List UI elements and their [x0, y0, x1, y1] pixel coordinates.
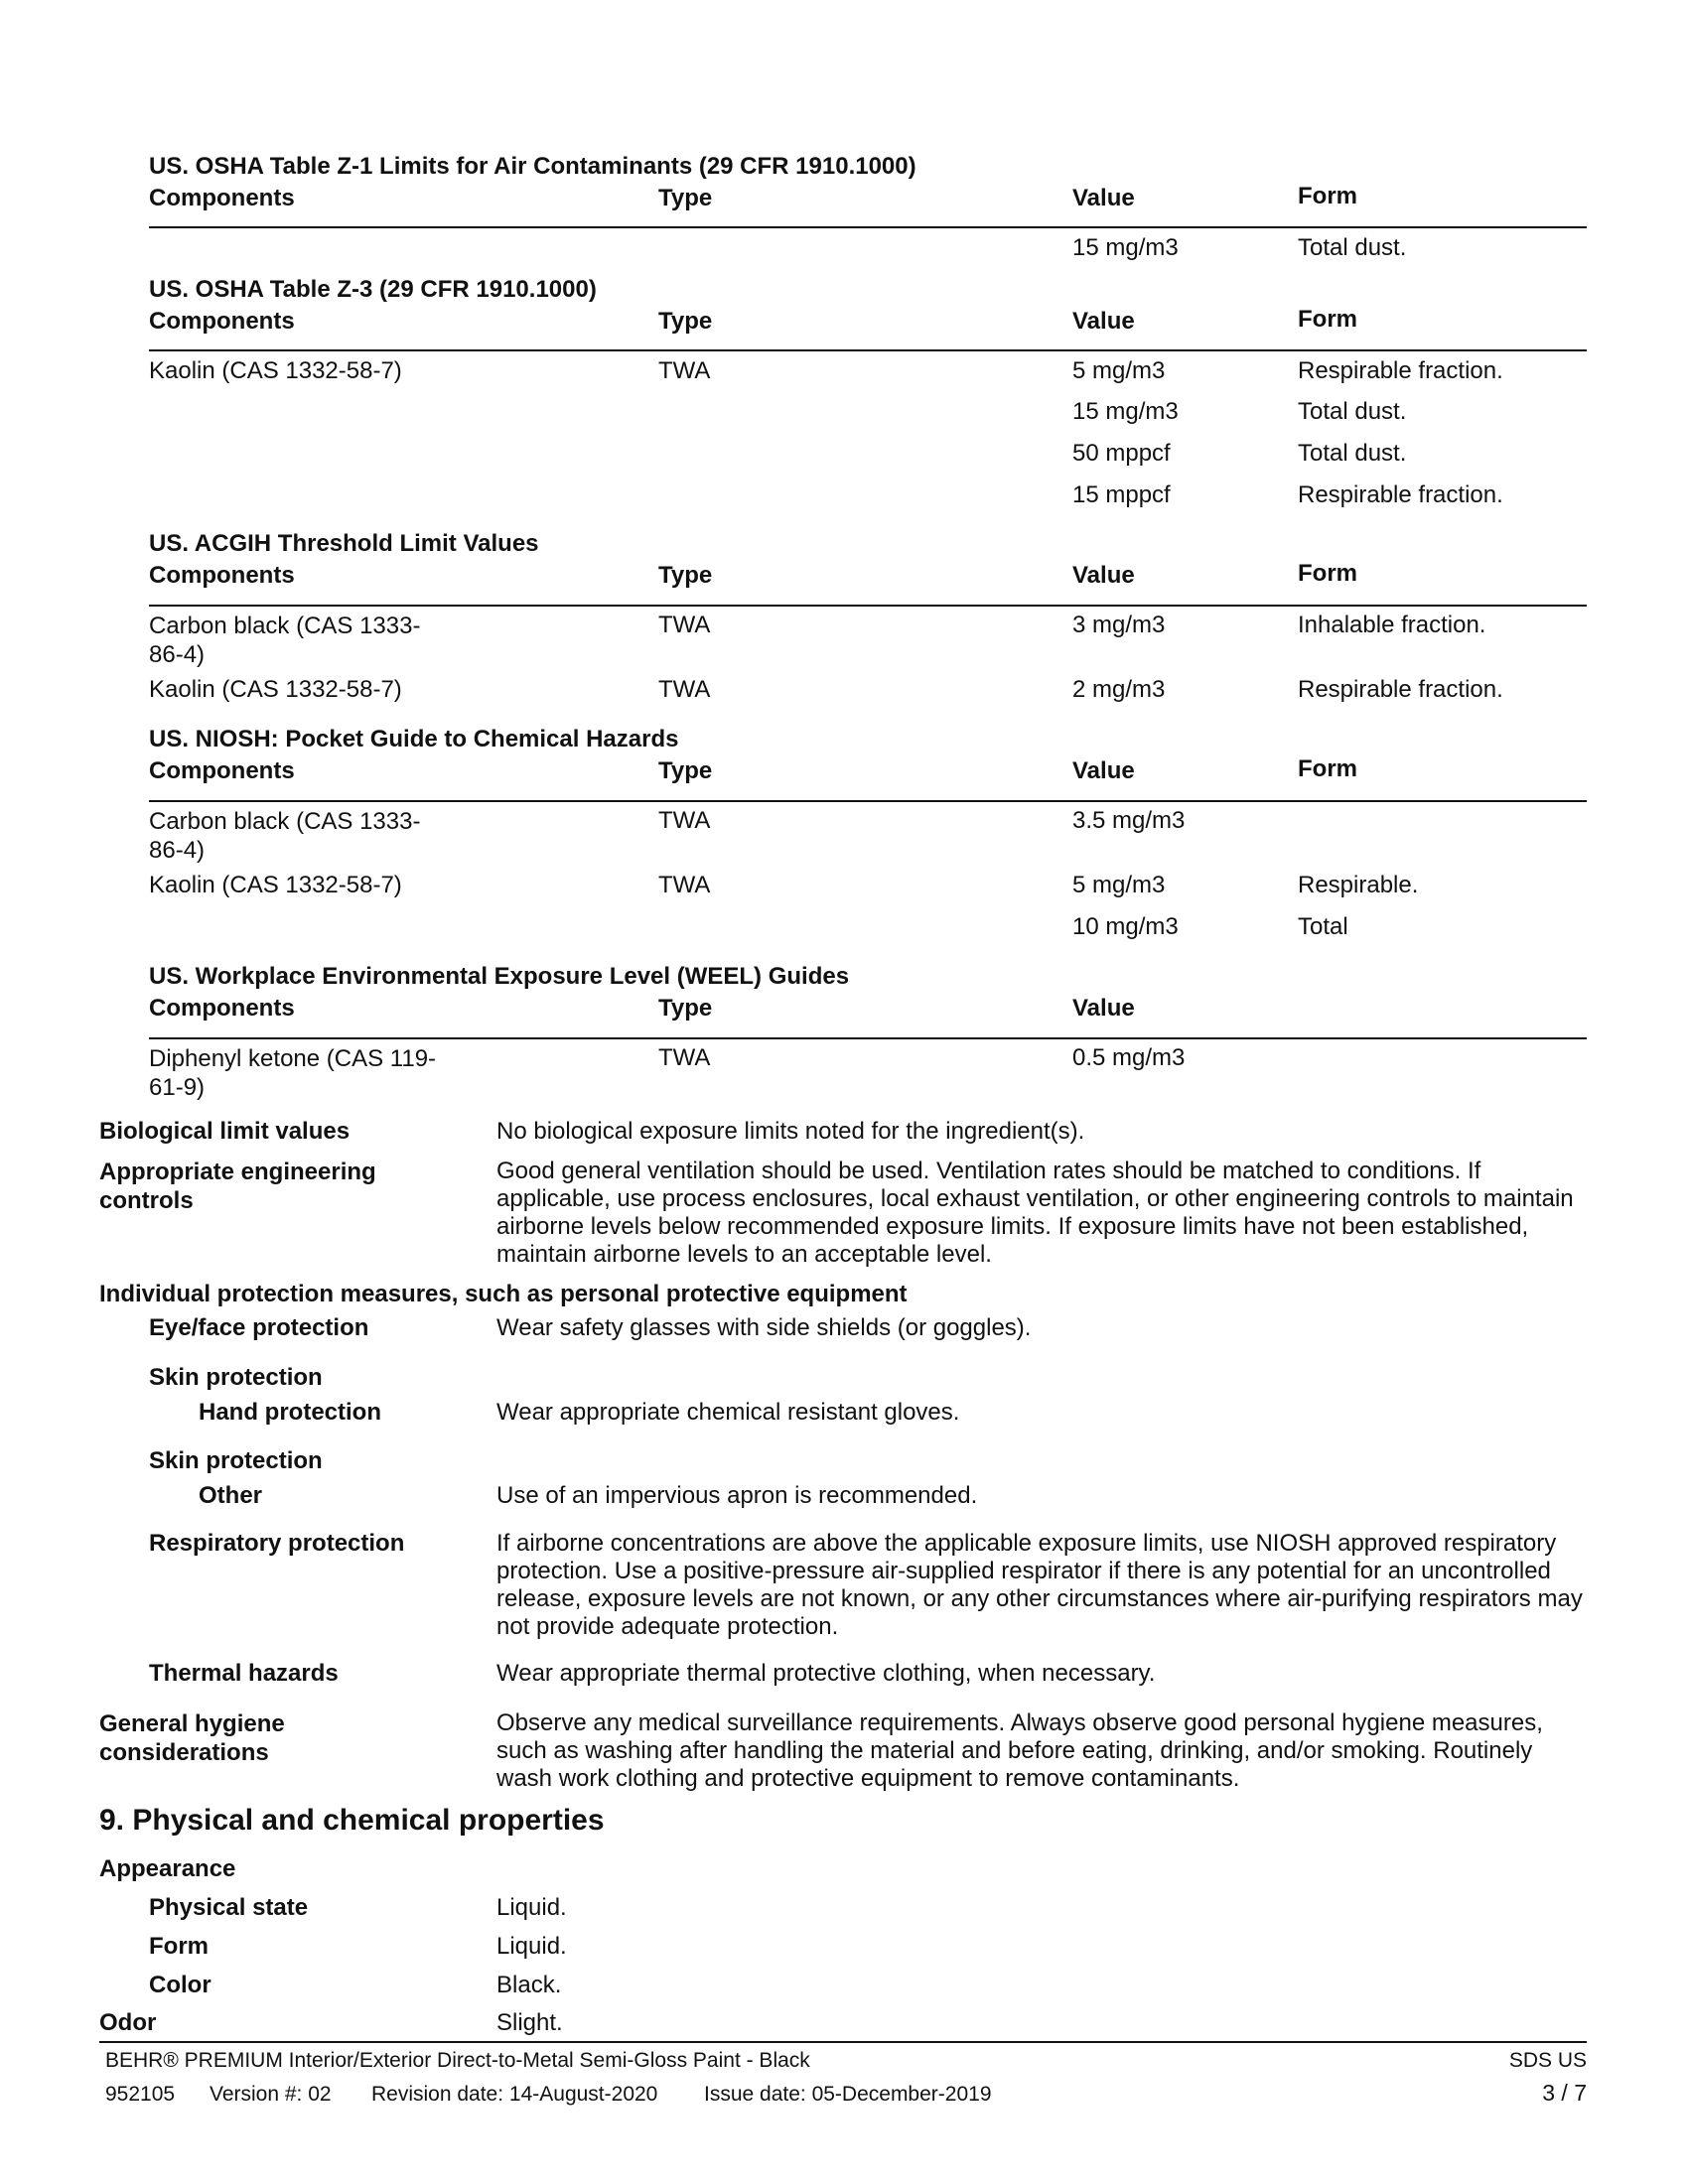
footer-revision-date: Revision date: 14-August-2020: [371, 2083, 658, 2106]
table-row-component: Kaolin (CAS 1332-58-7): [149, 676, 402, 703]
table-weel-header-value: Value: [1072, 995, 1135, 1022]
engineering-label: Appropriate engineering controls: [99, 1159, 376, 1214]
table-z1-header-value: Value: [1072, 185, 1135, 211]
table-niosh-header-rule: [149, 800, 1587, 802]
table-z1-header-rule: [149, 226, 1587, 228]
footer-issue-date: Issue date: 05-December-2019: [704, 2083, 992, 2106]
table-row-value: 10 mg/m3: [1072, 913, 1179, 940]
table-row-form: Total: [1298, 913, 1348, 940]
footer-rule: [99, 2041, 1587, 2043]
table-row-value: 5 mg/m3: [1072, 357, 1166, 384]
hygiene-label: General hygiene considerations: [99, 1710, 285, 1766]
table-z1-header-type: Type: [658, 185, 713, 211]
table-z3-header-type: Type: [658, 308, 713, 335]
table-niosh-header-type: Type: [658, 757, 713, 784]
skin-protection-label: Skin protection: [149, 1447, 323, 1474]
table-row-form: Total dust.: [1298, 398, 1407, 425]
table-acgih-header-rule: [149, 605, 1587, 607]
table-weel-header-rule: [149, 1037, 1587, 1039]
table-row-component: Diphenyl ketone (CAS 119-61-9): [149, 1045, 437, 1101]
form-value: Liquid.: [496, 1933, 567, 1960]
table-row-form: Total dust.: [1298, 234, 1407, 261]
table-acgih-header-value: Value: [1072, 562, 1135, 589]
table-row-form: Respirable.: [1298, 872, 1419, 898]
thermal-hazards-text: Wear appropriate thermal protective clothing, when necessary.: [496, 1660, 1156, 1687]
color-label: Color: [149, 1972, 211, 1998]
table-z3-header-value: Value: [1072, 308, 1135, 335]
table-z3-header-form: Form: [1298, 306, 1357, 333]
table-row-type: TWA: [658, 872, 711, 898]
odor-label: Odor: [99, 2009, 157, 2036]
respiratory-protection-label: Respiratory protection: [149, 1530, 405, 1557]
table-row-type: TWA: [658, 357, 711, 384]
table-row-value: 3 mg/m3: [1072, 612, 1166, 638]
table-row-value: 15 mg/m3: [1072, 234, 1179, 261]
table-z1-title: US. OSHA Table Z-1 Limits for Air Contaminants (29 CFR 1910.1000): [149, 153, 916, 180]
table-z3-header-rule: [149, 349, 1587, 351]
footer-id: 952105: [105, 2083, 176, 2106]
eye-protection-text: Wear safety glasses with side shields (or goggles).: [496, 1314, 1032, 1341]
table-weel-title: US. Workplace Environmental Exposure Level (WEEL) Guides: [149, 963, 850, 990]
table-row-component: Carbon black (CAS 1333-86-4): [149, 613, 421, 668]
thermal-hazards-label: Thermal hazards: [149, 1660, 339, 1687]
footer-page-number: 3 / 7: [1542, 2080, 1587, 2106]
engineering-text: Good general ventilation should be used. Ventilation rates should be matched to conditions. If applicable, use process enclosures, local exhaust ventilation, or other engineering controls to maintain airborne levels below recommended exposure limits. If exposure limits have not been established, maintain airborne levels to an acceptable level.: [496, 1158, 1574, 1268]
hand-protection-text: Wear appropriate chemical resistant gloves.: [496, 1399, 960, 1426]
table-acgih-header-type: Type: [658, 562, 713, 589]
table-row-value: 15 mppcf: [1072, 481, 1171, 508]
table-row-form: Respirable fraction.: [1298, 357, 1503, 384]
respiratory-protection-text: If airborne concentrations are above the applicable exposure limits, use NIOSH approved respiratory protection. Use a positive-pressure air-supplied respirator if there is any potential for an uncontrolled release, exposure levels are not known, or any other circumstances where air-purifying respirators may not provide adequate protection.: [496, 1530, 1583, 1640]
ppe-heading: Individual protection measures, such as personal protective equipment: [99, 1281, 908, 1307]
hand-protection-label: Hand protection: [199, 1399, 381, 1426]
footer-product: BEHR® PREMIUM Interior/Exterior Direct-to-Metal Semi-Gloss Paint - Black: [105, 2049, 810, 2072]
table-weel-header-type: Type: [658, 995, 713, 1022]
odor-value: Slight.: [496, 2009, 563, 2036]
table-row-type: TWA: [658, 1044, 711, 1071]
table-row-value: 0.5 mg/m3: [1072, 1044, 1186, 1071]
physical-state-value: Liquid.: [496, 1894, 567, 1921]
table-row-value: 3.5 mg/m3: [1072, 807, 1186, 834]
table-row-type: TWA: [658, 807, 711, 834]
table-row-value: 15 mg/m3: [1072, 398, 1179, 425]
table-row-form: Respirable fraction.: [1298, 676, 1503, 703]
form-label: Form: [149, 1933, 209, 1960]
table-row-form: Respirable fraction.: [1298, 481, 1503, 508]
table-z1-header-form: Form: [1298, 183, 1357, 209]
table-row-value: 5 mg/m3: [1072, 872, 1166, 898]
table-row-form: Inhalable fraction.: [1298, 612, 1486, 638]
table-acgih-title: US. ACGIH Threshold Limit Values: [149, 530, 539, 557]
other-protection-text: Use of an impervious apron is recommended.: [496, 1482, 978, 1509]
table-row-component: Kaolin (CAS 1332-58-7): [149, 357, 402, 384]
footer-version: Version #: 02: [210, 2083, 332, 2106]
skin-protection-label: Skin protection: [149, 1364, 323, 1391]
table-z3-header-components: Components: [149, 308, 295, 335]
biological-text: No biological exposure limits noted for the ingredient(s).: [496, 1118, 1085, 1145]
table-z3-title: US. OSHA Table Z-3 (29 CFR 1910.1000): [149, 276, 597, 303]
table-acgih-header-components: Components: [149, 562, 295, 589]
biological-label: Biological limit values: [99, 1118, 351, 1145]
eye-protection-label: Eye/face protection: [149, 1314, 369, 1341]
table-niosh-header-form: Form: [1298, 755, 1357, 782]
section-9-title: 9. Physical and chemical properties: [99, 1804, 605, 1837]
other-protection-label: Other: [199, 1482, 263, 1509]
table-row-type: TWA: [658, 676, 711, 703]
hygiene-text: Observe any medical surveillance requirements. Always observe good personal hygiene measures, such as washing after handling the material and before eating, drinking, and/or smoking. Routinely wash work clothing and protective equipment to remove contaminants.: [496, 1709, 1543, 1792]
table-niosh-header-value: Value: [1072, 757, 1135, 784]
table-weel-header-components: Components: [149, 995, 295, 1022]
physical-state-label: Physical state: [149, 1894, 309, 1921]
table-z1-header-components: Components: [149, 185, 295, 211]
table-acgih-header-form: Form: [1298, 560, 1357, 587]
footer-doc-type: SDS US: [1508, 2049, 1587, 2072]
table-row-component: Kaolin (CAS 1332-58-7): [149, 872, 402, 898]
table-row-type: TWA: [658, 612, 711, 638]
color-value: Black.: [496, 1972, 562, 1998]
table-row-form: Total dust.: [1298, 440, 1407, 467]
appearance-label: Appearance: [99, 1855, 236, 1882]
table-niosh-header-components: Components: [149, 757, 295, 784]
table-row-value: 50 mppcf: [1072, 440, 1171, 467]
table-niosh-title: US. NIOSH: Pocket Guide to Chemical Hazards: [149, 726, 679, 752]
table-row-value: 2 mg/m3: [1072, 676, 1166, 703]
table-row-component: Carbon black (CAS 1333-86-4): [149, 808, 421, 864]
